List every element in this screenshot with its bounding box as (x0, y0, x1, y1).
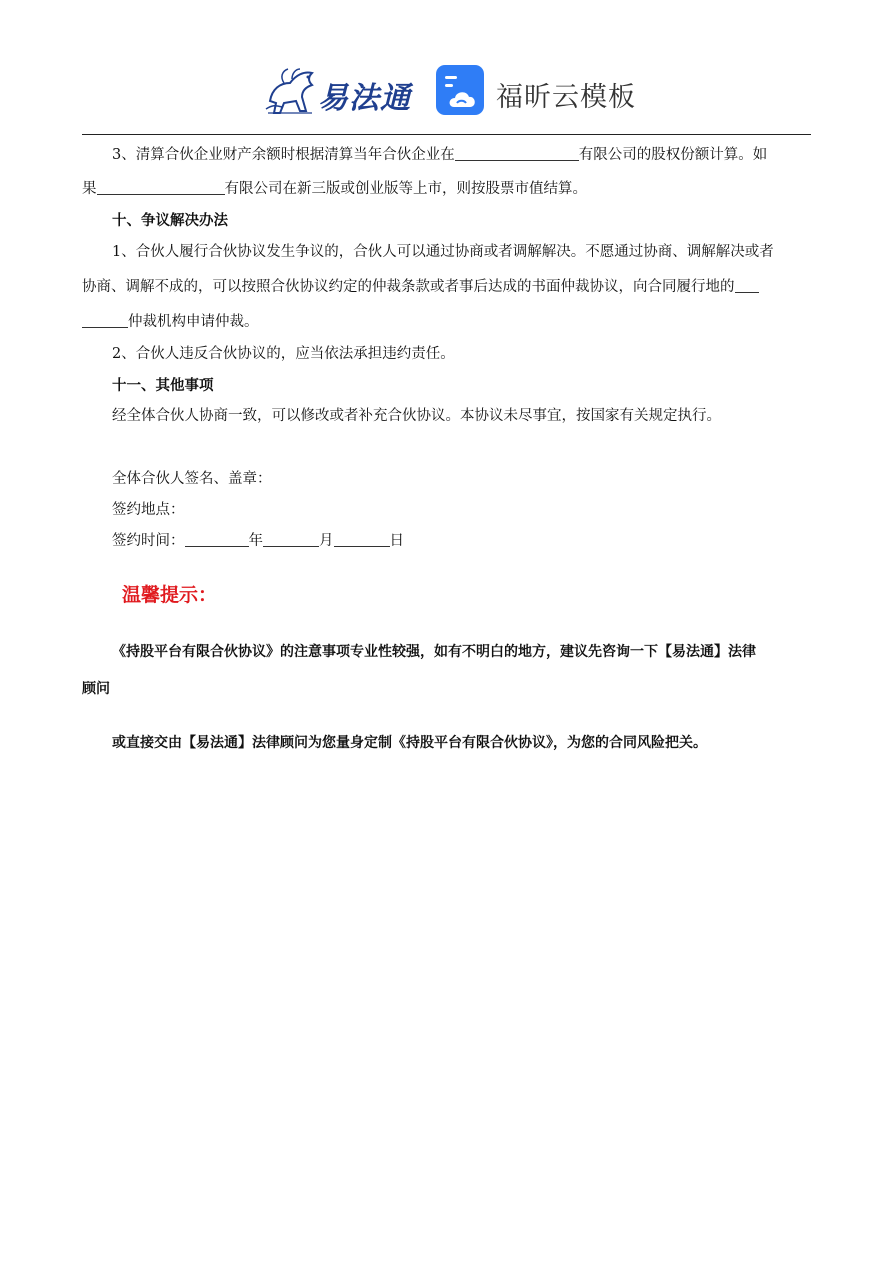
fill-blank (334, 532, 390, 547)
signature-time (112, 531, 404, 551)
section-11-heading: 十一、其他事项 (112, 377, 214, 394)
text-span: 协商、调解不成的，可以按照合伙协议约定的仲裁条款或者事后达成的书面仲裁协议，向合同履行地的 (82, 279, 735, 295)
signature-signers: 全体合伙人签名、盖章： (112, 471, 272, 487)
tips-title: 温馨提示： (122, 584, 218, 606)
text-span: 签约时间： (112, 533, 185, 549)
tips-line2: 顾问 (82, 681, 110, 697)
paragraph-9-3-line1 (112, 145, 767, 165)
document-header (0, 55, 893, 130)
section-10-heading: 十、争议解决办法 (112, 212, 228, 229)
section-11-body: 经全体合伙人协商一致，可以修改或者补充合伙协议。本协议未尽事宜，按国家有关规定执行。 (112, 408, 721, 424)
section-10-item1-line2 (82, 277, 759, 297)
text-span: 月 (319, 533, 334, 549)
fill-blank (455, 146, 579, 161)
section-10-item1-line3 (82, 312, 259, 332)
signature-place: 签约地点： (112, 502, 185, 518)
text-span: 有限公司在新三版或创业版等上市，则按股票市值结算。 (224, 181, 587, 197)
tips-line1: 《持股平台有限合伙协议》的注意事项专业性较强，如有不明白的地方，建议先咨询一下【易法通】法律 (112, 644, 756, 660)
text-span: 3、清算合伙企业财产余额时根据清算当年合伙企业在 (112, 147, 455, 163)
section-10-item1-line1: 1、合伙人履行合伙协议发生争议的，合伙人可以通过协商或者调解解决。不愿通过协商、调解解决或者 (112, 244, 774, 260)
header-divider (82, 134, 811, 135)
fill-blank (82, 313, 128, 328)
section-10-item2: 2、合伙人违反合伙协议的，应当依法承担违约责任。 (112, 346, 455, 362)
tips-line3: 或直接交由【易法通】法律顾问为您量身定制《持股平台有限合伙协议》，为您的合同风险把关。 (112, 735, 707, 751)
yifatong-logo (262, 61, 412, 119)
fill-blank (185, 532, 249, 547)
fill-blank (97, 180, 225, 195)
paragraph-9-3-line2 (82, 179, 587, 199)
foxit-template-logo (436, 65, 636, 119)
text-span: 果 (82, 181, 97, 197)
cloud-document-icon (436, 65, 486, 117)
foxit-brand-text: 福昕云模板 (496, 82, 636, 113)
qilin-emblem-icon (262, 61, 320, 119)
fill-blank (263, 532, 319, 547)
fill-blank (735, 278, 759, 293)
text-span: 日 (389, 533, 404, 549)
text-span: 仲裁机构申请仲裁。 (128, 314, 259, 330)
text-span: 年 (248, 533, 263, 549)
yifatong-brand-text: 易法通 (318, 81, 411, 116)
text-span: 有限公司的股权份额计算。如 (578, 147, 768, 163)
